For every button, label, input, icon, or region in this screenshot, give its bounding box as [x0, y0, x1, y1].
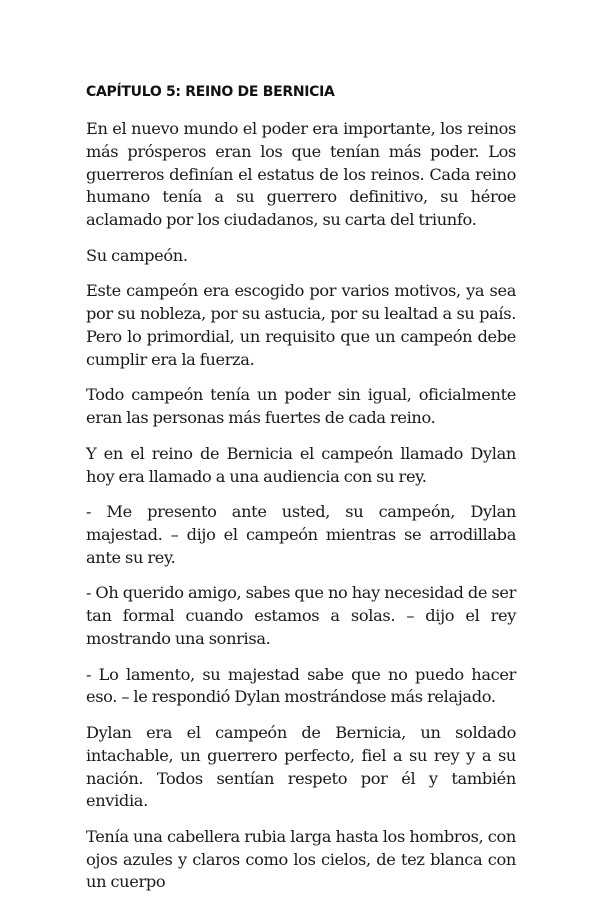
- paragraph: Todo campeón tenía un poder sin igual, oficialmente eran las personas más fuertes de cada reino.: [86, 385, 516, 428]
- dialogue-paragraph: - Me presento ante usted, su campeón, Dylan majestad. – dijo el campeón mientras se arrodillaba ante su rey.: [86, 502, 516, 567]
- dialogue-paragraph: - Lo lamento, su majestad sabe que no puedo hacer eso. – le respondió Dylan mostrándose más relajado.: [86, 664, 516, 707]
- paragraph: Dylan era el campeón de Bernicia, un soldado intachable, un guerrero perfecto, fiel a su rey y a su nación. Todos sentían respeto por él y también envidia.: [86, 722, 516, 811]
- dialogue-paragraph: - Oh querido amigo, sabes que no hay necesidad de ser tan formal cuando estamos a solas. – dijo el rey mostrando una sonrisa.: [86, 583, 516, 648]
- paragraph: Y en el reino de Bernicia el campeón llamado Dylan hoy era llamado a una audiencia con su rey.: [86, 443, 516, 486]
- page-content: [86, 82, 516, 907]
- paragraph: Su campeón.: [86, 245, 188, 265]
- paragraph: Este campeón era escogido por varios motivos, ya sea por su nobleza, por su astucia, por su lealtad a su país. Pero lo primordial, un requisito que un campeón debe cumplir era la fuerza.: [86, 281, 516, 369]
- paragraph: En el nuevo mundo el poder era importante, los reinos más prósperos eran los que tenían más poder. Los guerreros definían el estatus de los reinos. Cada reino humano tenía a su guerrero definitivo, su héroe aclamado por los ciudadanos, su carta del triunfo.: [86, 119, 516, 230]
- chapter-title: CAPÍTULO 5: REINO DE BERNICIA: [86, 84, 335, 100]
- paragraph: Tenía una cabellera rubia larga hasta los hombros, con ojos azules y claros como los cielos, de tez blanca con un cuerpo: [86, 826, 516, 892]
